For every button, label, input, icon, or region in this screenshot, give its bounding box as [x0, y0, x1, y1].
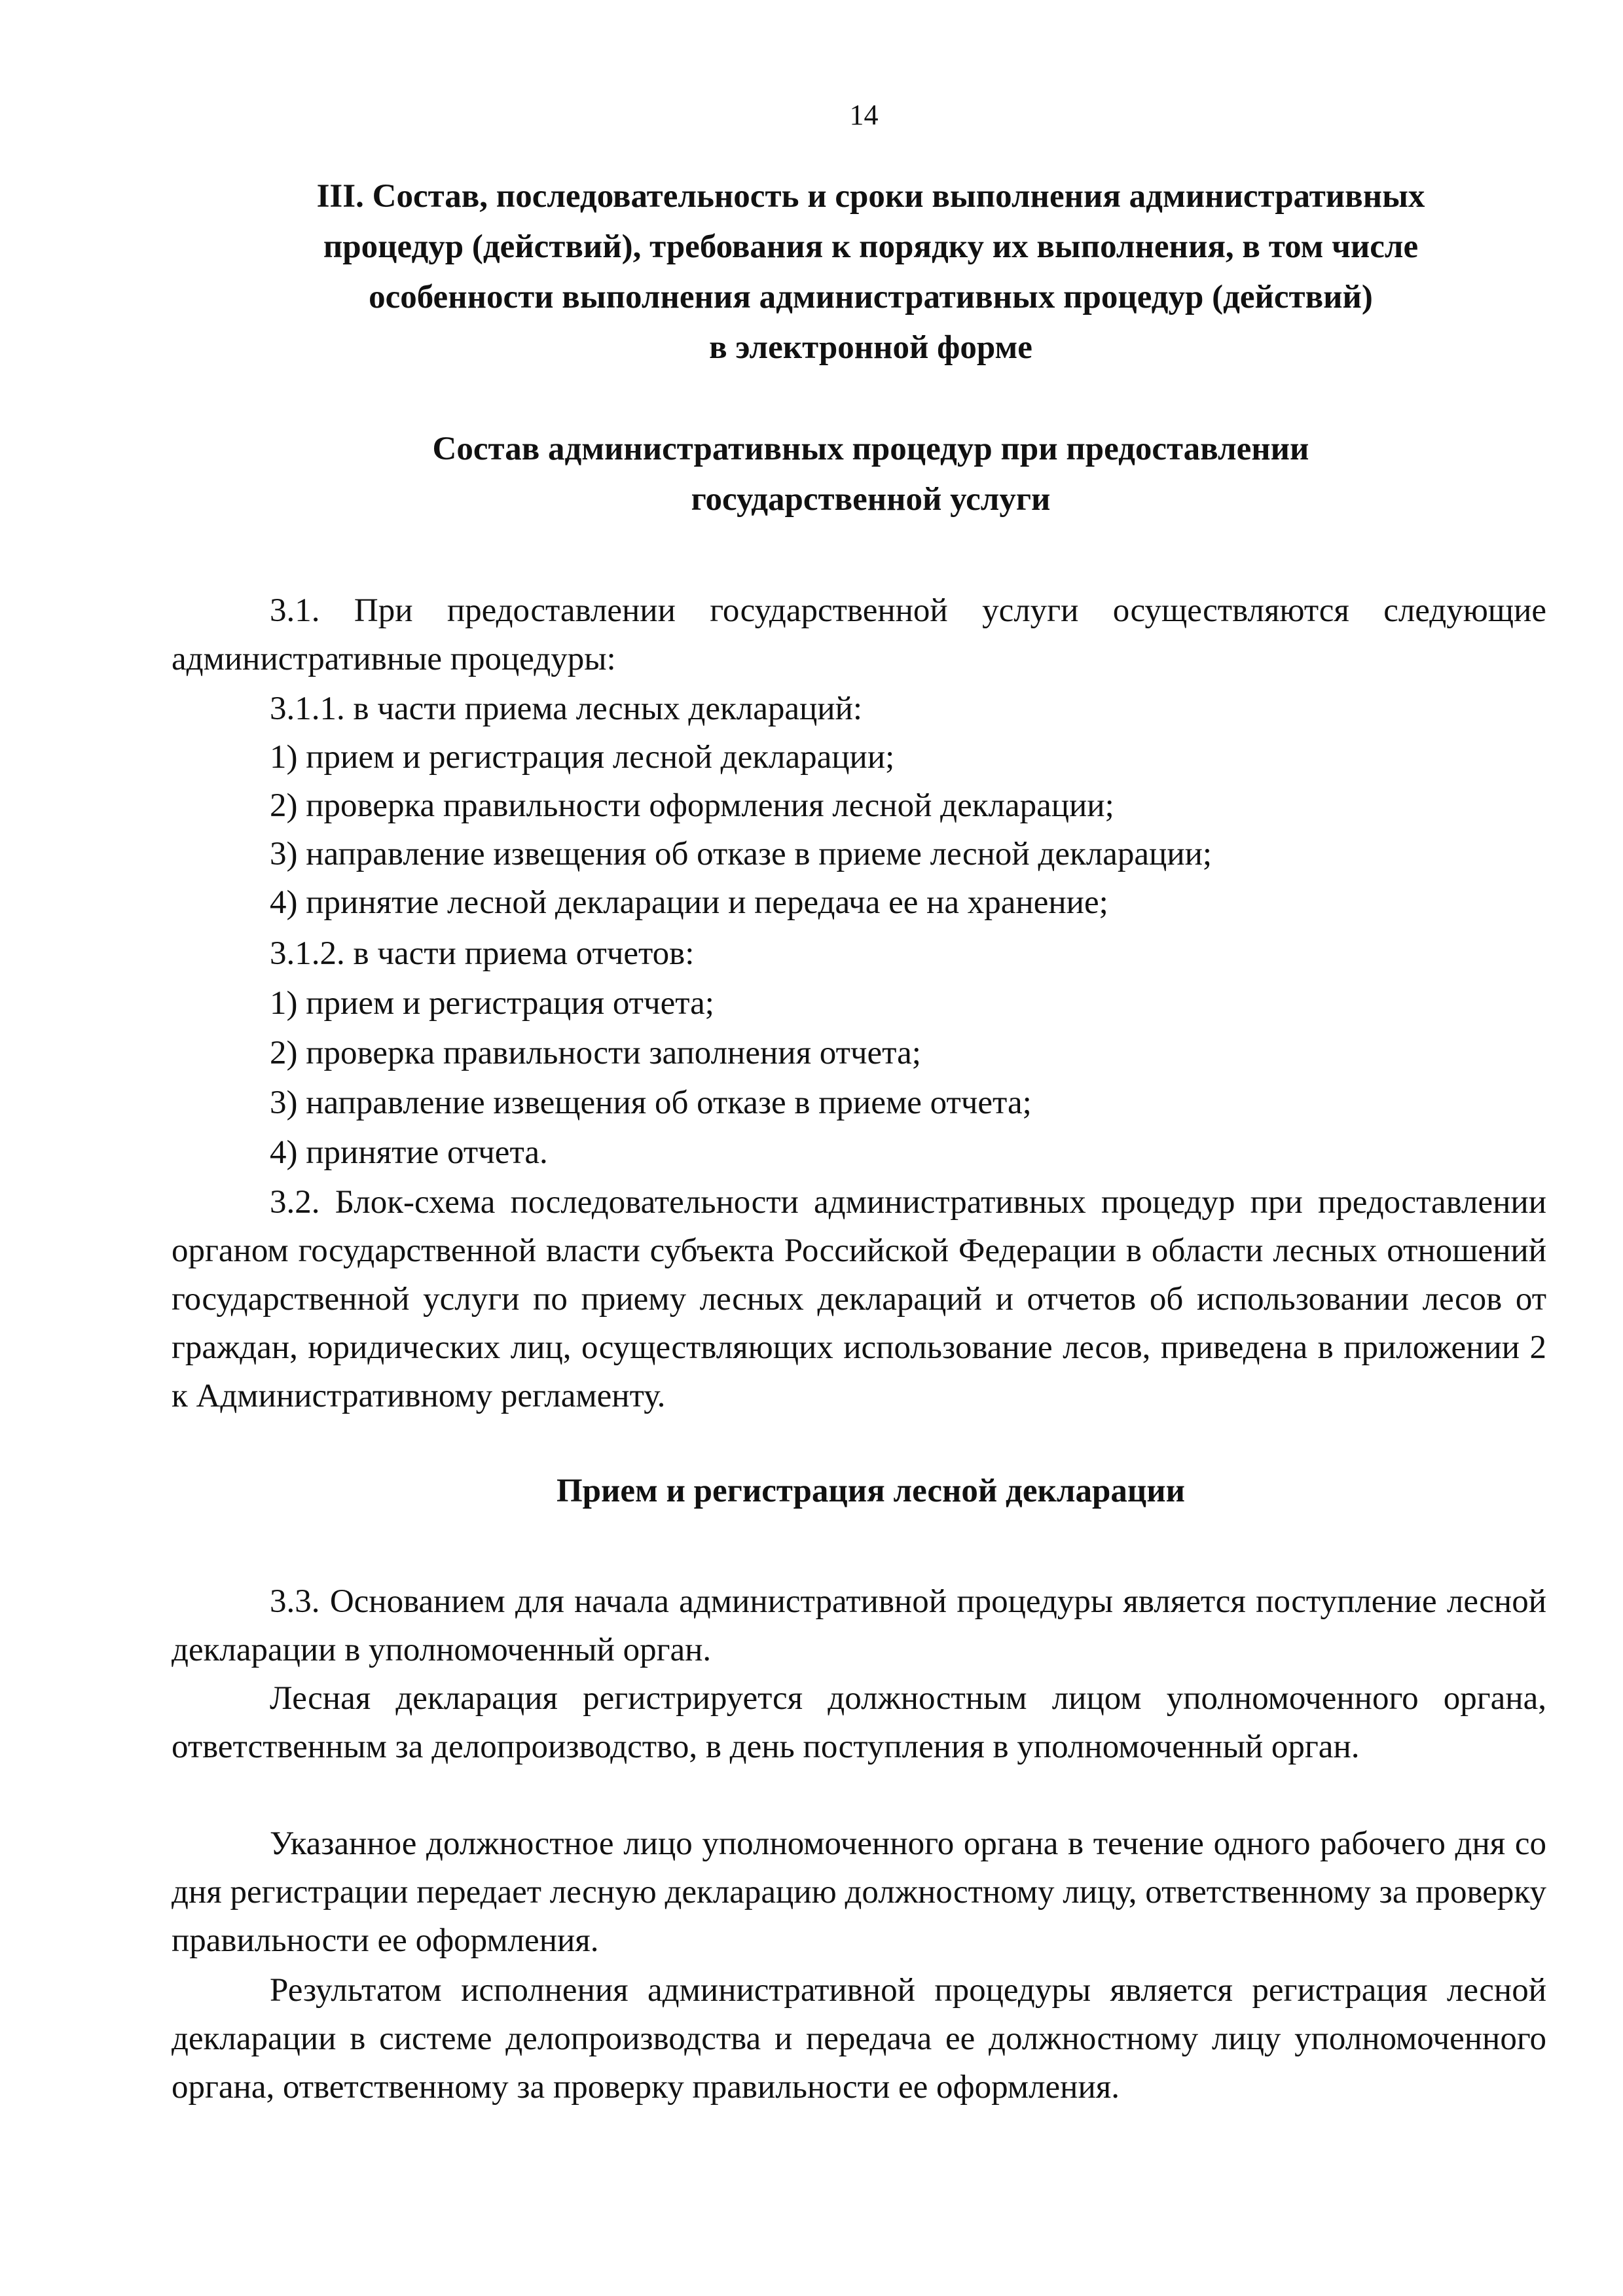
list-item: 4) принятие отчета. — [270, 1134, 548, 1171]
page-number: 14 — [849, 99, 879, 131]
subsection-title — [170, 424, 1571, 525]
list-item: 4) принятие лесной декларации и передача ее на хранение; — [270, 884, 1108, 921]
paragraph-registration: Лесная декларация регистрируется должностным лицом уполномоченного органа, ответственным за делопроизводство, в день поступления в уполномоченный орган. — [172, 1680, 1546, 1765]
paragraph-result: Результатом исполнения административной процедуры является регистрация лесной декларации в системе делопроизводства и передача ее должностному лицу уполномоченного органа, ответственному за проверку правильности ее оформления. — [172, 1972, 1546, 2106]
paragraph-3-1: 3.1. При предоставлении государственной услуги осуществляются следующие административные процедуры: — [172, 592, 1546, 677]
section-title-line: в электронной форме — [709, 329, 1032, 366]
paragraph-3-3: 3.3. Основанием для начала административной процедуры является поступление лесной декларации в уполномоченный орган. — [172, 1583, 1546, 1668]
section-title-line: III. Состав, последовательность и сроки выполнения административных — [316, 178, 1425, 215]
paragraph-3-2: 3.2. Блок-схема последовательности административных процедур при предоставлении органом государственной власти субъекта Российской Федерации в области лесных отношений государственной услуги по приему лесных деклараций и отчетов об использовании лесов от граждан, юридических лиц, осуществляющих использование лесов, приведена в приложении 2 к Административному регламенту. — [172, 1184, 1546, 1414]
list-item: 3) направление извещения об отказе в приеме отчета; — [270, 1085, 1032, 1121]
paragraph-3-1-1: 3.1.1. в части приема лесных деклараций: — [270, 691, 863, 727]
paragraph-transfer: Указанное должностное лицо уполномоченного органа в течение одного рабочего дня со дня регистрации передает лесную декларацию должностному лицу, ответственному за проверку правильности ее оформления. — [172, 1825, 1546, 1959]
list-item: 1) прием и регистрация отчета; — [270, 985, 714, 1022]
section-title-line: особенности выполнения административных процедур (действий) — [369, 279, 1373, 315]
list-item: 2) проверка правильности оформления лесной декларации; — [270, 787, 1114, 824]
list-item: 1) прием и регистрация лесной декларации; — [270, 739, 895, 776]
list-item: 2) проверка правильности заполнения отчета; — [270, 1035, 921, 1071]
subsection-title-line: государственной услуги — [691, 481, 1051, 518]
subsection-title-line: Состав административных процедур при предоставлении — [432, 431, 1309, 467]
section-title — [170, 171, 1571, 373]
paragraph-3-1-2: 3.1.2. в части приема отчетов: — [270, 935, 695, 972]
list-item: 3) направление извещения об отказе в приеме лесной декларации; — [270, 836, 1213, 872]
section-title-line: процедур (действий), требования к порядку их выполнения, в том числе — [323, 228, 1419, 265]
procedure-title: Прием и регистрация лесной декларации — [556, 1473, 1185, 1509]
